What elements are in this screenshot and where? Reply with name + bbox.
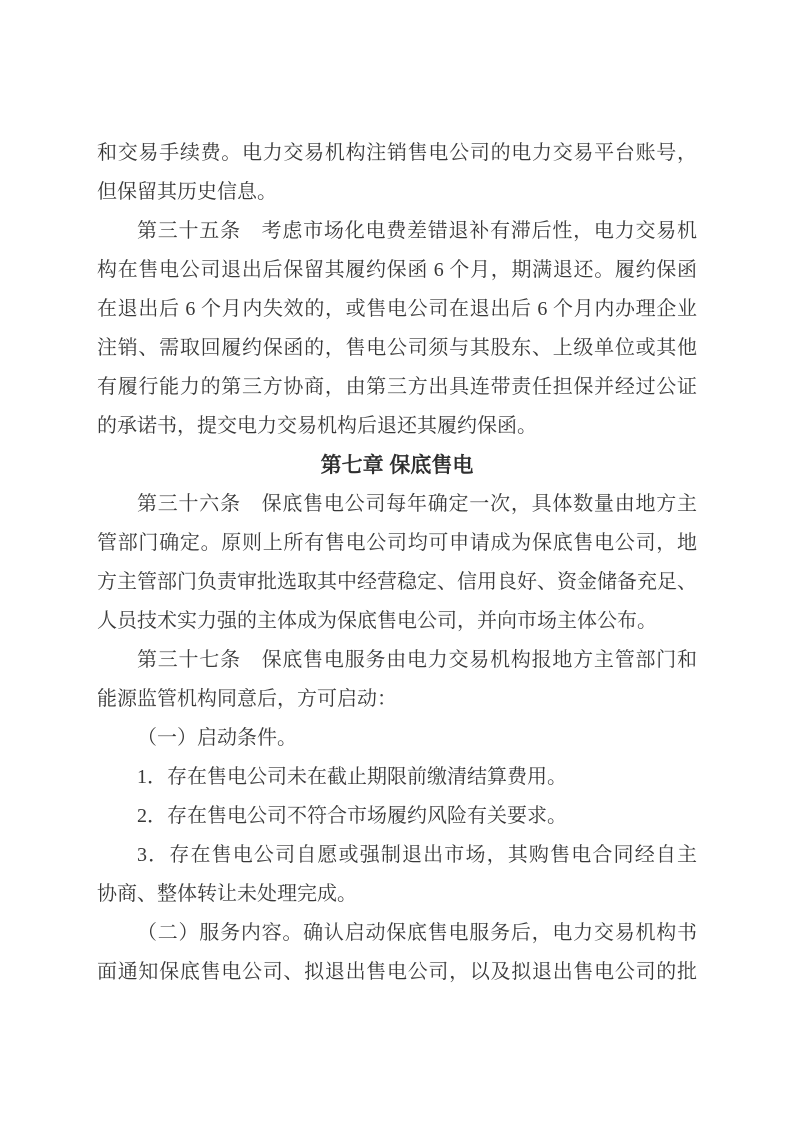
text-line: 管部门确定。原则上所有售电公司均可申请成为保底售电公司，地 [97, 532, 697, 554]
text-line: 构在售电公司退出后保留其履约保函 6 个月，期满退还。履约保函 [97, 259, 697, 281]
text-line: 能源监管机构同意后，方可启动： [97, 688, 397, 710]
text-line: 面通知保底售电公司、拟退出售电公司，以及拟退出售电公司的批 [97, 961, 697, 983]
text-line: 和交易手续费。电力交易机构注销售电公司的电力交易平台账号， [97, 142, 697, 164]
text-line: （一）启动条件。 [137, 727, 297, 749]
text-line: 方主管部门负责审批选取其中经营稳定、信用良好、资金储备充足、 [97, 571, 697, 593]
text-line: （二）服务内容。确认启动保底售电服务后，电力交易机构书 [137, 922, 697, 944]
text-line: 人员技术实力强的主体成为保底售电公司，并向市场主体公布。 [97, 610, 657, 632]
text-line: 协商、整体转让未处理完成。 [97, 883, 357, 905]
text-line: 第三十六条 保底售电公司每年确定一次，具体数量由地方主 [137, 493, 697, 515]
text-line: 第三十五条 考虑市场化电费差错退补有滞后性，电力交易机 [137, 220, 697, 242]
text-line: 的承诺书，提交电力交易机构后退还其履约保函。 [97, 415, 537, 437]
chapter-heading: 第七章 保底售电 [320, 454, 474, 477]
text-line: 在退出后 6 个月内失效的，或售电公司在退出后 6 个月内办理企业 [97, 298, 697, 320]
text-line: 1．存在售电公司未在截止期限前缴清结算费用。 [137, 766, 567, 788]
text-line: 2．存在售电公司不符合市场履约风险有关要求。 [137, 805, 567, 827]
text-line: 注销、需取回履约保函的，售电公司须与其股东、上级单位或其他 [97, 337, 697, 359]
text-line: 但保留其历史信息。 [97, 181, 277, 203]
text-line: 第三十七条 保底售电服务由电力交易机构报地方主管部门和 [137, 649, 697, 671]
text-line: 有履行能力的第三方协商，由第三方出具连带责任担保并经过公证 [97, 376, 697, 398]
text-line: 3．存在售电公司自愿或强制退出市场，其购售电合同经自主 [137, 844, 697, 866]
document-content [97, 134, 697, 992]
